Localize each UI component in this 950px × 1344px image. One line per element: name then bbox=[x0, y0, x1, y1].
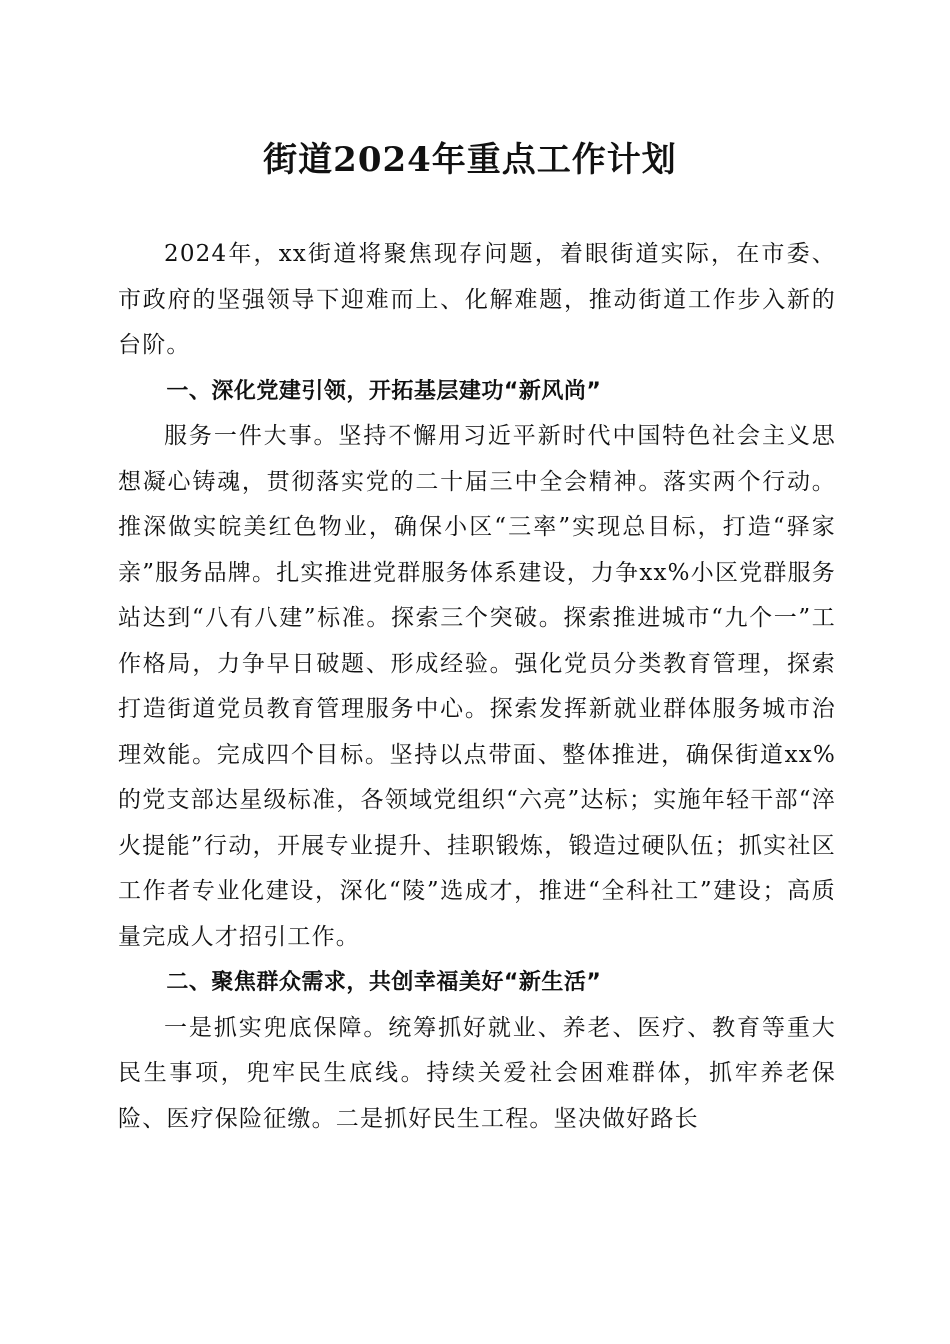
document-title: 街道2024年重点工作计划 bbox=[263, 140, 677, 180]
section-paragraph-2: 一是抓实兜底保障。统筹抓好就业、养老、医疗、教育等重大民生事项，兜牢民生底线。持续关爱社会困难群体，抓牢养老保险、医疗保险征缴。二是抓好民生工程。坚决做好路长 bbox=[118, 1014, 836, 1132]
document-body bbox=[118, 232, 836, 1142]
intro-paragraph: 2024年，xx街道将聚焦现存问题，着眼街道实际，在市委、市政府的坚强领导下迎难而上、化解难题，推动街道工作步入新的台阶。 bbox=[118, 241, 836, 358]
section-heading-2: 二、聚焦群众需求，共创幸福美好“新生活” bbox=[166, 970, 602, 995]
section-paragraph-1: 服务一件大事。坚持不懈用习近平新时代中国特色社会主义思想凝心铸魂，贯彻落实党的二十届三中全会精神。落实两个行动。推深做实皖美红色物业，确保小区“三率”实现总目标，打造“驿家亲”服务品牌。扎实推进党群服务体系建设，力争xx%小区党群服务站达到“八有八建”标准。探索三个突破。探索推进城市“九个一”工作格局，力争早日破题、形成经验。强化党员分类教育管理，探索打造街道党员教育管理服务中心。探索发挥新就业群体服务城市治理效能。完成四个目标。坚持以点带面、整体推进，确保街道xx%的党支部达星级标准，各领域党组织“六亮”达标；实施年轻干部“淬火提能”行动，开展专业提升、挂职锻炼，锻造过硬队伍；抓实社区工作者专业化建设，深化“陵”选成才，推进“全科社工”建设；高质量完成人才招引工作。 bbox=[118, 423, 836, 950]
section-heading-1: 一、深化党建引领，开拓基层建功“新风尚” bbox=[166, 378, 602, 404]
